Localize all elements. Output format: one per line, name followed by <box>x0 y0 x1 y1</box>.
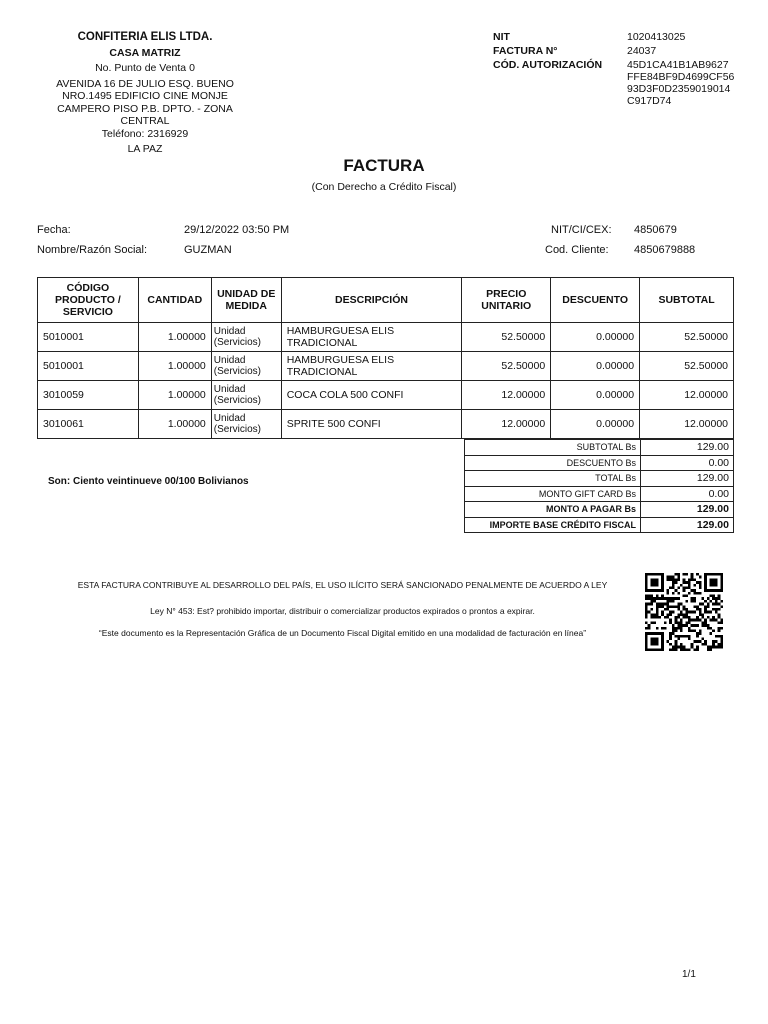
table-row <box>38 381 734 410</box>
cell-discount: 0.00000 <box>551 410 640 439</box>
header-subtotal: SUBTOTAL <box>640 278 734 323</box>
totals-label: DESCUENTO Bs <box>465 455 641 471</box>
totals-label: SUBTOTAL Bs <box>465 440 641 456</box>
header-code <box>38 278 139 323</box>
totals-value: 129.00 <box>641 440 734 456</box>
cell-discount: 0.00000 <box>551 381 640 410</box>
nit-label: NIT <box>493 31 510 43</box>
cell-description: SPRITE 500 CONFI <box>281 410 462 439</box>
unit-line: Unidad <box>213 384 246 395</box>
issuer-address-line: CAMPERO PISO P.B. DPTO. - ZONA <box>57 102 233 115</box>
law-note: ESTA FACTURA CONTRIBUYE AL DESARROLLO DEL PAÍS, EL USO ILÍCITO SERÁ SANCIONADO PENALMENTE DE ACUERDO A LEY <box>77 580 608 590</box>
cell-subtotal: 52.50000 <box>640 352 734 381</box>
cell-code: 3010059 <box>38 381 139 410</box>
table-row <box>38 323 734 352</box>
name-label: Nombre/Razón Social: <box>37 244 148 256</box>
cell-subtotal: 12.00000 <box>640 381 734 410</box>
cell-discount: 0.00000 <box>551 352 640 381</box>
totals-row <box>465 486 734 502</box>
doc-value: 4850679 <box>634 224 677 236</box>
totals-value: 0.00 <box>641 486 734 502</box>
header-unit-price <box>462 278 551 323</box>
unit-line: (Servicios) <box>213 395 262 406</box>
totals-label: MONTO GIFT CARD Bs <box>465 486 641 502</box>
issuer-address-line: AVENIDA 16 DE JULIO ESQ. BUENO <box>56 77 234 90</box>
cell-unit <box>211 352 281 381</box>
issuer-address-line: NRO.1495 EDIFICIO CINE MONJE <box>62 90 228 102</box>
date-label: Fecha: <box>37 224 71 236</box>
totals-row <box>465 471 734 487</box>
header-discount: DESCUENTO <box>551 278 640 323</box>
date-value: 29/12/2022 03:50 PM <box>184 224 290 236</box>
auth-code-line: FFE84BF9D4699CF56 <box>627 71 735 83</box>
totals-label: IMPORTE BASE CRÉDITO FISCAL <box>465 517 641 533</box>
issuer-city: LA PAZ <box>127 143 163 155</box>
invoice-number-label: FACTURA N° <box>493 45 558 57</box>
totals-value: 129.00 <box>641 471 734 487</box>
header-code-line: SERVICIO <box>62 306 113 318</box>
auth-code-label: CÓD. AUTORIZACIÓN <box>493 59 603 71</box>
totals-value: 129.00 <box>641 517 734 533</box>
nit-value: 1020413025 <box>627 31 686 43</box>
cell-unit <box>211 323 281 352</box>
cell-price: 52.50000 <box>462 323 551 352</box>
auth-code <box>627 59 757 107</box>
fiscal-info <box>493 31 757 107</box>
unit-line: (Servicios) <box>213 366 262 377</box>
issuer-address-line: CENTRAL <box>120 115 170 127</box>
header-qty: CANTIDAD <box>138 278 211 323</box>
totals-table <box>464 439 734 533</box>
issuer-phone: Teléfono: 2316929 <box>101 127 189 140</box>
unit-line: (Servicios) <box>213 337 262 348</box>
unit-line: (Servicios) <box>213 424 262 435</box>
header-unit-line: MEDIDA <box>225 300 267 312</box>
cell-description: HAMBURGUESA ELIS TRADICIONAL <box>281 352 462 381</box>
totals-label: MONTO A PAGAR Bs <box>465 502 641 518</box>
table-row <box>38 410 734 439</box>
header-description: DESCRIPCIÓN <box>281 278 462 323</box>
auth-code-line: 45D1CA41B1AB9627 <box>627 59 729 71</box>
cell-unit <box>211 381 281 410</box>
amount-in-words: Son: Ciento veintinueve 00/100 Bolivianos <box>48 476 249 487</box>
document-subtitle: (Con Derecho a Crédito Fiscal) <box>311 181 457 193</box>
issuer-pos: No. Punto de Venta 0 <box>95 62 195 74</box>
document-title: FACTURA <box>343 156 425 175</box>
cell-description: HAMBURGUESA ELIS TRADICIONAL <box>281 323 462 352</box>
invoice-number: 24037 <box>627 45 657 57</box>
totals-label: TOTAL Bs <box>465 471 641 487</box>
totals-row-amount-due <box>465 502 734 518</box>
client-code-value: 4850679888 <box>634 244 696 256</box>
header-unit-line: UNIDAD DE <box>217 288 276 300</box>
cell-discount: 0.00000 <box>551 323 640 352</box>
cell-price: 52.50000 <box>462 352 551 381</box>
digital-document-note: “Este documento es la Representación Gráfica de un Documento Fiscal Digital emitido en una modalidad de facturación en línea” <box>98 628 587 638</box>
totals-value: 0.00 <box>641 455 734 471</box>
cell-code: 5010001 <box>38 352 139 381</box>
client-code-label: Cod. Cliente: <box>545 244 609 256</box>
unit-line: Unidad <box>213 413 246 424</box>
issuer-branch: CASA MATRIZ <box>109 46 181 59</box>
cell-qty: 1.00000 <box>138 381 211 410</box>
totals-row-tax-base <box>465 517 734 533</box>
unit-line: Unidad <box>213 326 246 337</box>
issuer-name: CONFITERIA ELIS LTDA. <box>77 31 213 43</box>
items-table <box>37 277 734 439</box>
table-header-row <box>38 278 734 323</box>
ley-453-note: Ley N° 453: Est? prohibido importar, distribuir o comercializar productos expirados o prontos a expirar. <box>150 606 535 616</box>
doc-label: NIT/CI/CEX: <box>551 224 612 236</box>
cell-price: 12.00000 <box>462 410 551 439</box>
issuer-block <box>40 31 250 156</box>
cell-code: 5010001 <box>38 323 139 352</box>
header-unit <box>211 278 281 323</box>
cell-qty: 1.00000 <box>138 323 211 352</box>
cell-qty: 1.00000 <box>138 352 211 381</box>
cell-unit <box>211 410 281 439</box>
name-value: GUZMAN <box>184 244 232 256</box>
table-row <box>38 352 734 381</box>
auth-code-line: 93D3F0D2359019014 <box>627 83 731 95</box>
cell-subtotal: 12.00000 <box>640 410 734 439</box>
totals-row <box>465 455 734 471</box>
cell-price: 12.00000 <box>462 381 551 410</box>
header-code-line: PRODUCTO / <box>55 294 121 306</box>
header-price-line: UNITARIO <box>481 300 532 312</box>
cell-qty: 1.00000 <box>138 410 211 439</box>
page-indicator: 1/1 <box>682 969 696 980</box>
auth-code-line: C917D74 <box>627 95 672 107</box>
totals-row <box>465 440 734 456</box>
header-price-line: PRECIO <box>486 288 527 300</box>
unit-line: Unidad <box>213 355 246 366</box>
qr-code-icon <box>645 573 723 651</box>
cell-subtotal: 52.50000 <box>640 323 734 352</box>
cell-description: COCA COLA 500 CONFI <box>281 381 462 410</box>
header-code-line: CÓDIGO <box>66 282 110 294</box>
cell-code: 3010061 <box>38 410 139 439</box>
totals-value: 129.00 <box>641 502 734 518</box>
